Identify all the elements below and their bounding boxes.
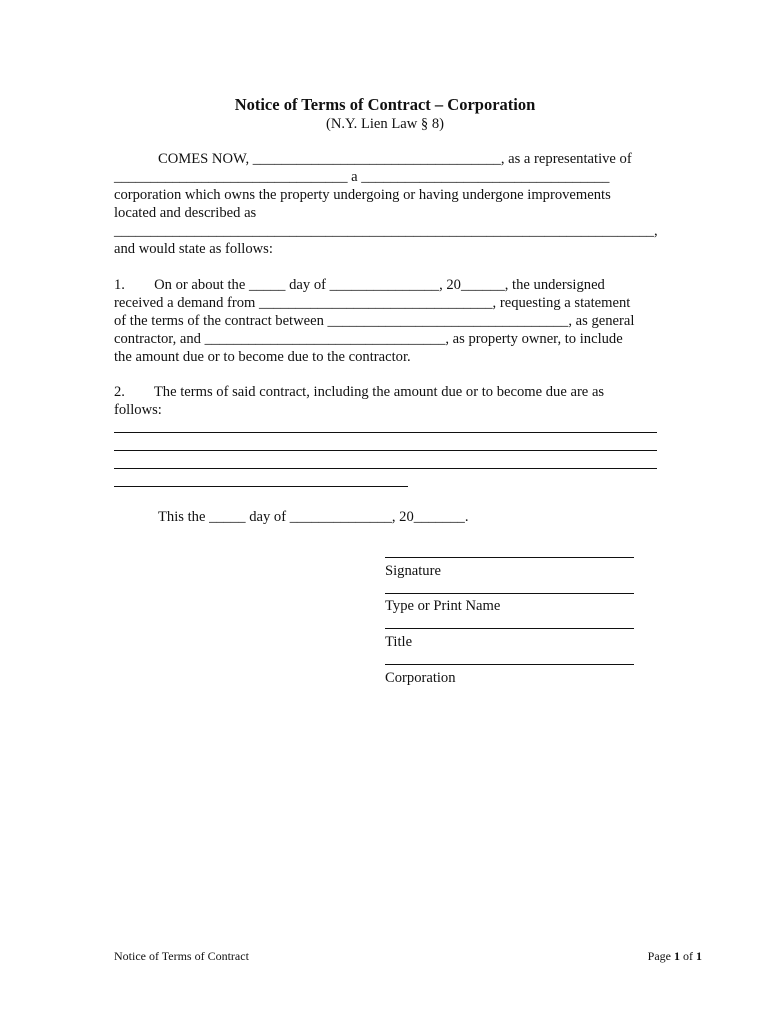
- terms-blank-line-4: [114, 486, 408, 487]
- print-name-line: [385, 593, 634, 594]
- para1-line-2: received a demand from ________________________________, requesting a statement: [114, 295, 631, 311]
- footer-document-name: Notice of Terms of Contract: [114, 949, 249, 963]
- document-title: Notice of Terms of Contract – Corporation: [234, 95, 536, 114]
- footer-page-number: [648, 949, 702, 964]
- intro-line-1: COMES NOW, __________________________________, as a representative of: [158, 151, 632, 167]
- signature-line: [385, 557, 634, 558]
- corporation-line: [385, 664, 634, 665]
- intro-line-2: ________________________________ a __________________________________: [114, 169, 610, 185]
- para1-line-3: of the terms of the contract between _________________________________, as general: [114, 313, 635, 329]
- para2-line-1: 2. The terms of said contract, including the amount due or to become due are as: [114, 384, 605, 400]
- document-subtitle: (N.Y. Lien Law § 8): [325, 116, 445, 132]
- para2-line-2: follows:: [114, 402, 162, 418]
- intro-line-3: corporation which owns the property undergoing or having undergone improvements: [114, 187, 611, 203]
- signature-label: Signature: [385, 563, 441, 579]
- page-of: of: [680, 949, 696, 963]
- intro-line-6: and would state as follows:: [114, 241, 273, 257]
- page-total: 1: [696, 949, 702, 963]
- para1-line-4: contractor, and _________________________________, as property owner, to include: [114, 331, 623, 347]
- corporation-label: Corporation: [385, 670, 456, 686]
- page-prefix: Page: [647, 949, 674, 963]
- terms-blank-line-1: [114, 432, 657, 433]
- intro-line-4: located and described as: [114, 205, 257, 221]
- print-name-label: Type or Print Name: [385, 598, 501, 614]
- title-line: [385, 628, 634, 629]
- terms-blank-line-3: [114, 468, 657, 469]
- para1-line-1: 1. On or about the _____ day of _______________, 20______, the undersigned: [114, 277, 605, 293]
- title-label: Title: [385, 634, 413, 650]
- intro-line-5: __________________________________________________________________________,: [114, 223, 658, 239]
- para1-line-5: the amount due or to become due to the contractor.: [114, 349, 411, 365]
- page-current: 1: [674, 949, 680, 963]
- dated-line: This the _____ day of ______________, 20_______.: [158, 509, 469, 525]
- terms-blank-line-2: [114, 450, 657, 451]
